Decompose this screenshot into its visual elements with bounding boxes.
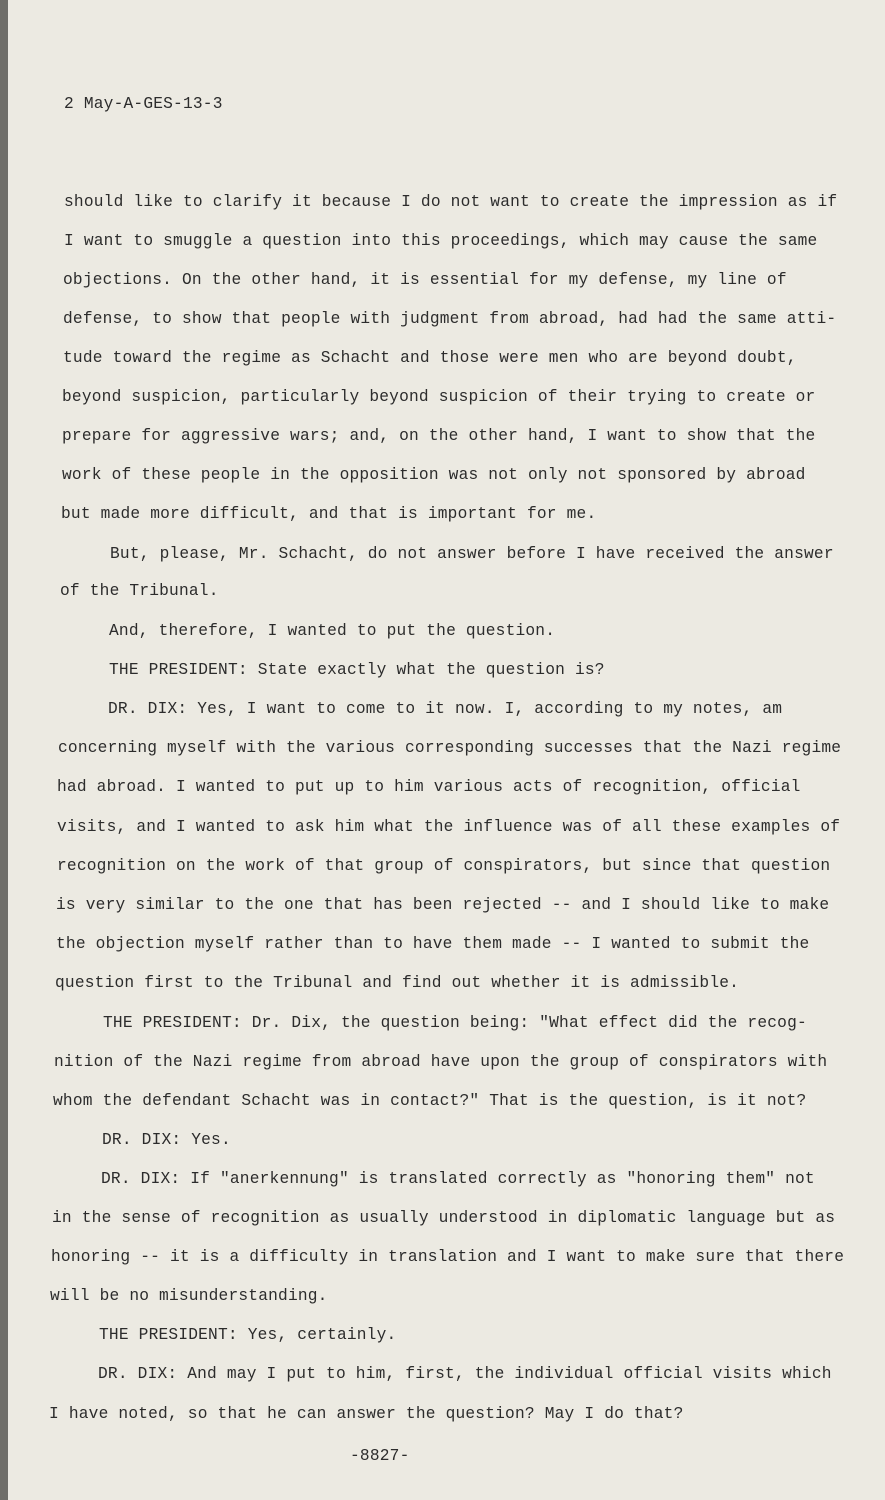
text-line: nition of the Nazi regime from abroad have upon the group of conspirators with [54,1053,828,1071]
text-line: but made more difficult, and that is important for me. [61,505,597,523]
text-line: is very similar to the one that has been rejected -- and I should like to make [56,896,830,914]
text-line: objections. On the other hand, it is essential for my defense, my line of [63,271,787,289]
text-line: DR. DIX: And may I put to him, first, the individual official visits which [98,1365,832,1383]
text-line: visits, and I wanted to ask him what the influence was of all these examples of [57,818,841,836]
text-line: I want to smuggle a question into this proceedings, which may cause the same [64,232,818,250]
text-line: of the Tribunal. [60,582,219,600]
text-line: concerning myself with the various corresponding successes that the Nazi regime [58,739,842,757]
text-line: THE PRESIDENT: Dr. Dix, the question being: "What effect did the recog- [103,1014,807,1032]
text-line: I have noted, so that he can answer the question? May I do that? [49,1405,684,1423]
text-line: But, please, Mr. Schacht, do not answer before I have received the answer [110,545,834,563]
text-line: beyond suspicion, particularly beyond suspicion of their trying to create or [62,388,816,406]
text-line: question first to the Tribunal and find out whether it is admissible. [55,974,740,992]
text-line: whom the defendant Schacht was in contact?" That is the question, is it not? [53,1092,807,1110]
text-line: DR. DIX: Yes. [102,1131,231,1149]
text-line: will be no misunderstanding. [50,1287,328,1305]
text-line: DR. DIX: If "anerkennung" is translated correctly as "honoring them" not [101,1170,815,1188]
text-line: tude toward the regime as Schacht and those were men who are beyond doubt, [63,349,797,367]
text-line: prepare for aggressive wars; and, on the other hand, I want to show that the [62,427,816,445]
text-line: And, therefore, I wanted to put the question. [109,622,556,640]
text-line: work of these people in the opposition was not only not sponsored by abroad [62,466,806,484]
text-line: THE PRESIDENT: Yes, certainly. [99,1326,397,1344]
page-number: -8827- [350,1447,410,1465]
text-line: THE PRESIDENT: State exactly what the question is? [109,661,605,679]
text-line: the objection myself rather than to have them made -- I wanted to submit the [56,935,810,953]
text-line: honoring -- it is a difficulty in translation and I want to make sure that there [51,1248,845,1266]
text-line: had abroad. I wanted to put up to him various acts of recognition, official [57,778,801,796]
text-line: in the sense of recognition as usually understood in diplomatic language but as [52,1209,836,1227]
text-line: DR. DIX: Yes, I want to come to it now. I, according to my notes, am [108,700,783,718]
header-reference: 2 May-A-GES-13-3 [64,95,223,113]
text-line: defense, to show that people with judgment from abroad, had had the same atti- [63,310,837,328]
text-line: should like to clarify it because I do not want to create the impression as if [64,193,838,211]
text-line: recognition on the work of that group of conspirators, but since that question [57,857,831,875]
